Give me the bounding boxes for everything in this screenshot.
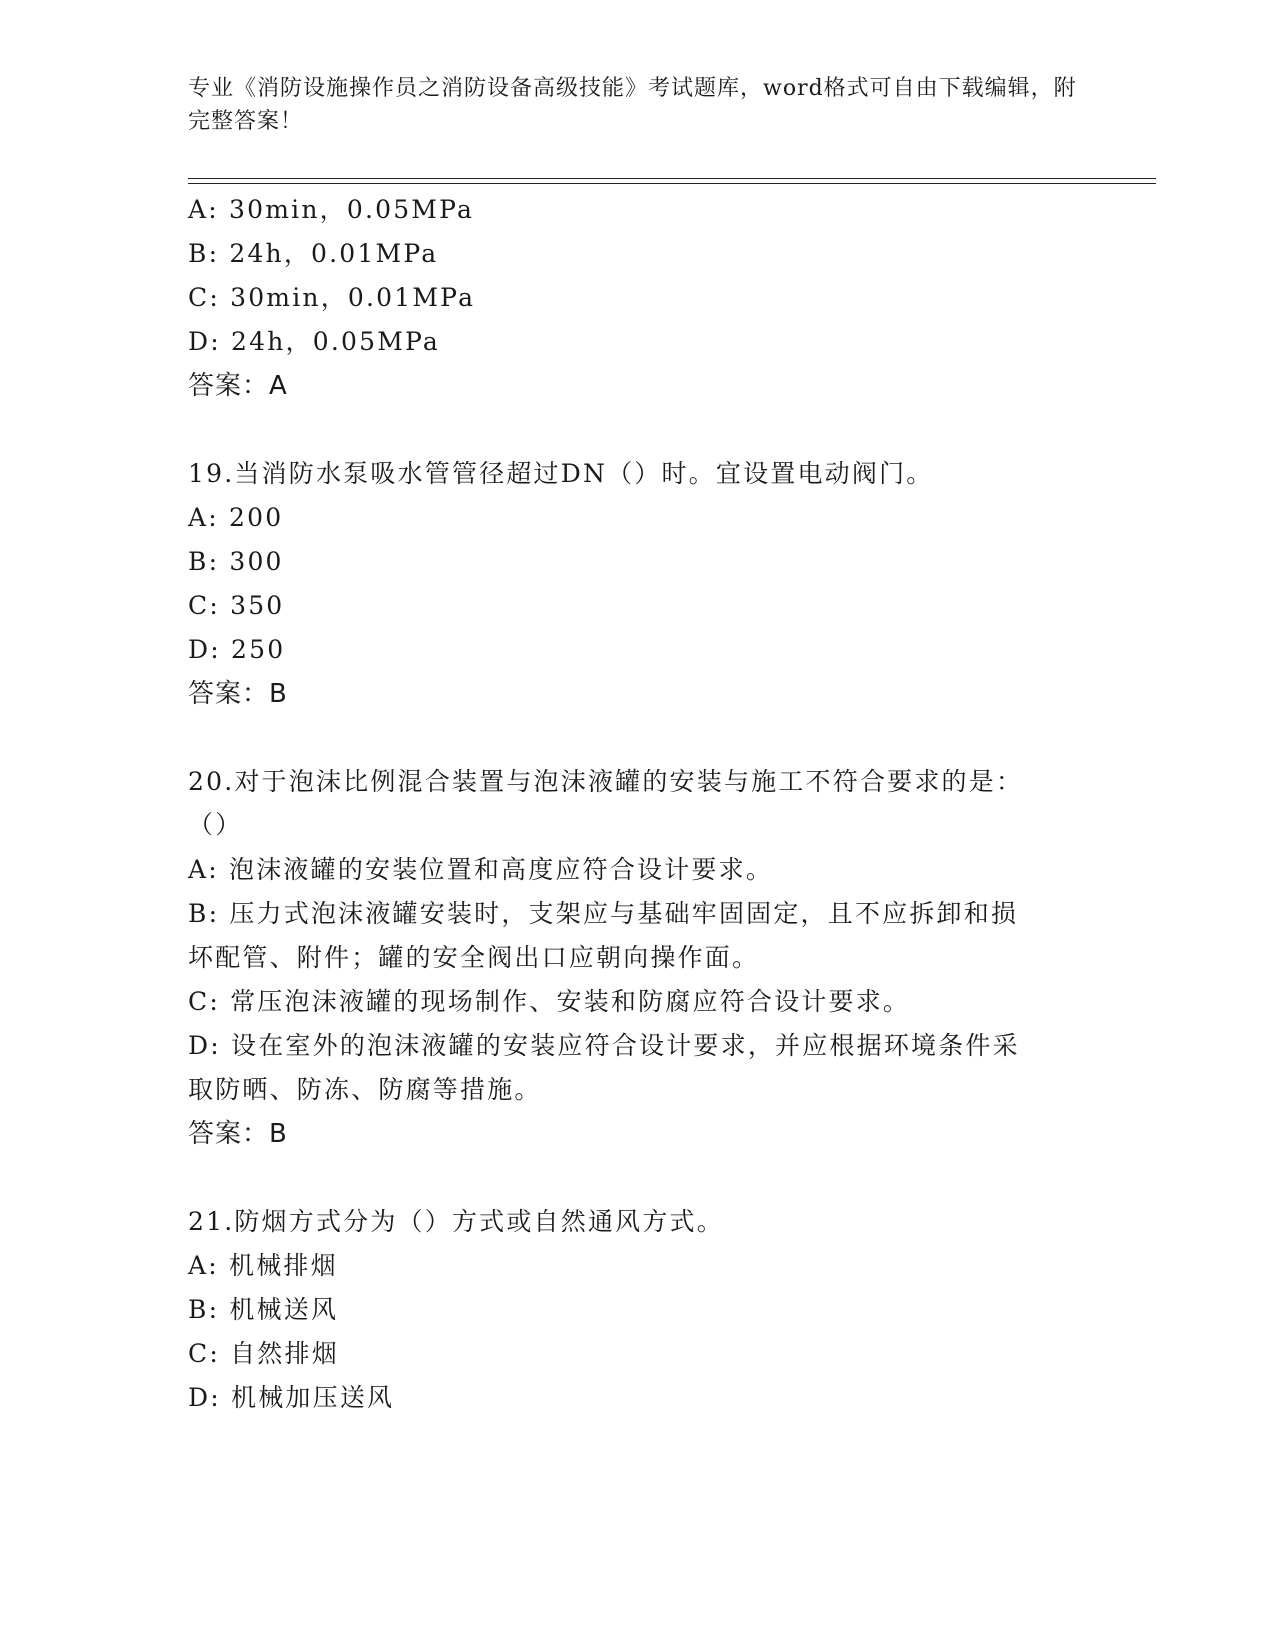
q18-option-d: D: 24h，0.05MPa [188,327,440,356]
q19-option-d: D: 250 [188,635,286,664]
q20-option-a: A: 泡沫液罐的安装位置和高度应符合设计要求。 [188,855,774,884]
q20-option-c: C: 常压泡沫液罐的现场制作、安装和防腐应符合设计要求。 [188,987,911,1016]
document-header: 专业《消防设施操作员之消防设备高级技能》考试题库，word格式可自由下载编辑，附完整答案！ [188,76,1077,134]
q19-option-a: A: 200 [188,503,284,532]
q18-answer: 答案：A [188,371,288,401]
q20-option-d-cont: 取防晒、防冻、防腐等措施。 [188,1075,542,1104]
q20-answer: 答案：B [188,1119,288,1149]
q21-question: 21.防烟方式分为（）方式或自然通风方式。 [188,1207,724,1236]
q19-option-b: B: 300 [188,547,284,576]
q21-option-a: A: 机械排烟 [188,1251,338,1280]
q21-option-b: B: 机械送风 [188,1295,339,1324]
q19-answer: 答案：B [188,679,288,709]
q20-option-d: D: 设在室外的泡沫液罐的安装应符合设计要求，并应根据环境条件采 [188,1031,1020,1060]
q21-option-c: C: 自然排烟 [188,1339,339,1368]
q20-question: 20.对于泡沫比例混合装置与泡沫液罐的安装与施工不符合要求的是： [188,767,1024,796]
header-divider-bottom [188,183,1156,184]
q18-option-c: C: 30min，0.01MPa [188,283,476,312]
q21-option-d: D: 机械加压送风 [188,1383,395,1412]
q20-option-b-cont: 坏配管、附件；罐的安全阀出口应朝向操作面。 [188,943,760,972]
q19-option-c: C: 350 [188,591,285,620]
header-divider-top [188,178,1156,179]
q20-option-b: B: 压力式泡沫液罐安装时，支架应与基础牢固固定，且不应拆卸和损 [188,899,1019,928]
q18-option-b: B: 24h，0.01MPa [188,239,439,268]
q18-option-a: A: 30min，0.05MPa [188,195,475,224]
q19-question: 19.当消防水泵吸水管管径超过DN（）时。宜设置电动阀门。 [188,459,934,488]
q20-question-cont: （） [188,810,243,839]
